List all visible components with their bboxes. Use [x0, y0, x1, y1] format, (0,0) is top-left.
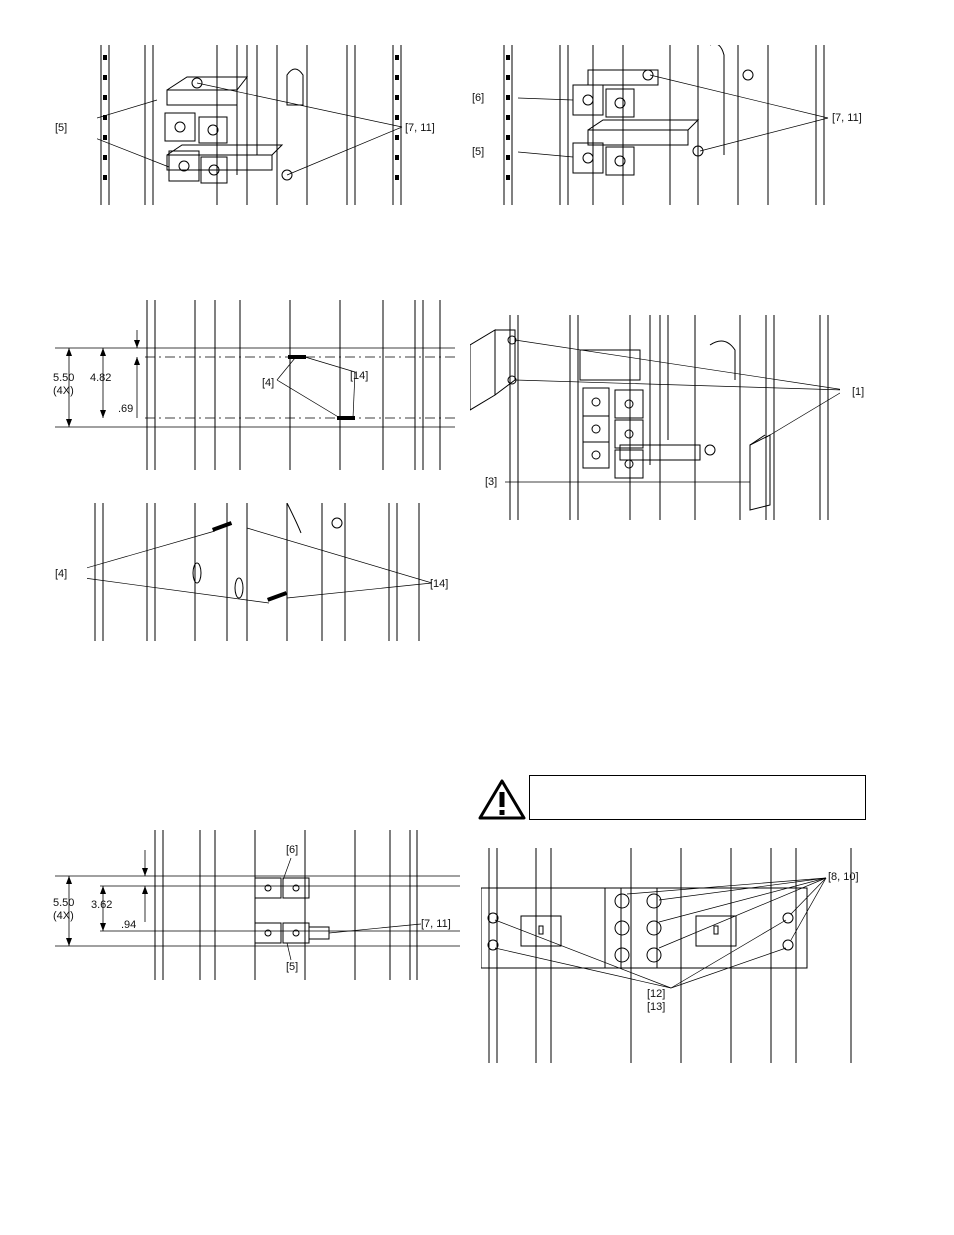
- figure-1-drawing: [97, 45, 409, 205]
- warning-box: [529, 775, 866, 820]
- fig1-label-part7-11: [7, 11]: [405, 122, 435, 134]
- figure-7-breaker-mounting: [481, 848, 871, 1063]
- warning-triangle-icon: [478, 778, 526, 820]
- fig6-dim-outer-sub: (4X): [53, 910, 74, 922]
- fig4-label-part14: [14]: [430, 578, 449, 590]
- fig5-label-part1: [1]: [852, 386, 865, 398]
- fig7-label-part8-10: [8, 10]: [828, 871, 859, 883]
- fig4-label-part4: [4]: [55, 568, 68, 580]
- fig3-label-part14: [14]: [350, 370, 369, 382]
- figure-2-drawing: [498, 45, 833, 205]
- fig2-label-part6: [6]: [472, 92, 485, 104]
- fig6-dim-outer: 5.50: [53, 897, 75, 909]
- fig3-dim-outer-sub: (4X): [53, 385, 74, 397]
- fig7-label-part13: [13]: [647, 1001, 666, 1013]
- fig3-dim-mid: 4.82: [90, 372, 112, 384]
- figure-7-drawing: [481, 848, 871, 1063]
- fig3-label-part4: [4]: [262, 377, 275, 389]
- fig7-label-part12: [12]: [647, 988, 666, 1000]
- figure-6-drawing: [55, 830, 460, 980]
- figure-1-busbar-mounting: [97, 45, 409, 205]
- fig6-label-part7-11: [7, 11]: [421, 918, 451, 930]
- figure-6-terminal-locations: [55, 830, 460, 980]
- fig5-label-part3: [3]: [485, 476, 498, 488]
- figure-4-drawing: [87, 503, 432, 641]
- fig6-dim-mid: 3.62: [91, 899, 113, 911]
- fig6-dim-small: .94: [121, 919, 137, 931]
- figure-3-pin-locations: [55, 300, 455, 475]
- fig3-dim-small: .69: [118, 403, 134, 415]
- fig2-label-part5: [5]: [472, 146, 485, 158]
- figure-4-pin-isometric: [87, 503, 432, 641]
- figure-3-drawing: [55, 300, 455, 475]
- fig2-label-part7-11: [7, 11]: [832, 112, 862, 124]
- fig6-label-part5: [5]: [286, 961, 299, 973]
- figure-5-bracket-mounting: [470, 310, 840, 520]
- fig6-label-part6: [6]: [286, 844, 299, 856]
- figure-2-busbar-mounting: [498, 45, 833, 205]
- fig1-label-part5: [5]: [55, 122, 68, 134]
- fig3-dim-outer: 5.50: [53, 372, 75, 384]
- figure-5-drawing: [470, 310, 840, 520]
